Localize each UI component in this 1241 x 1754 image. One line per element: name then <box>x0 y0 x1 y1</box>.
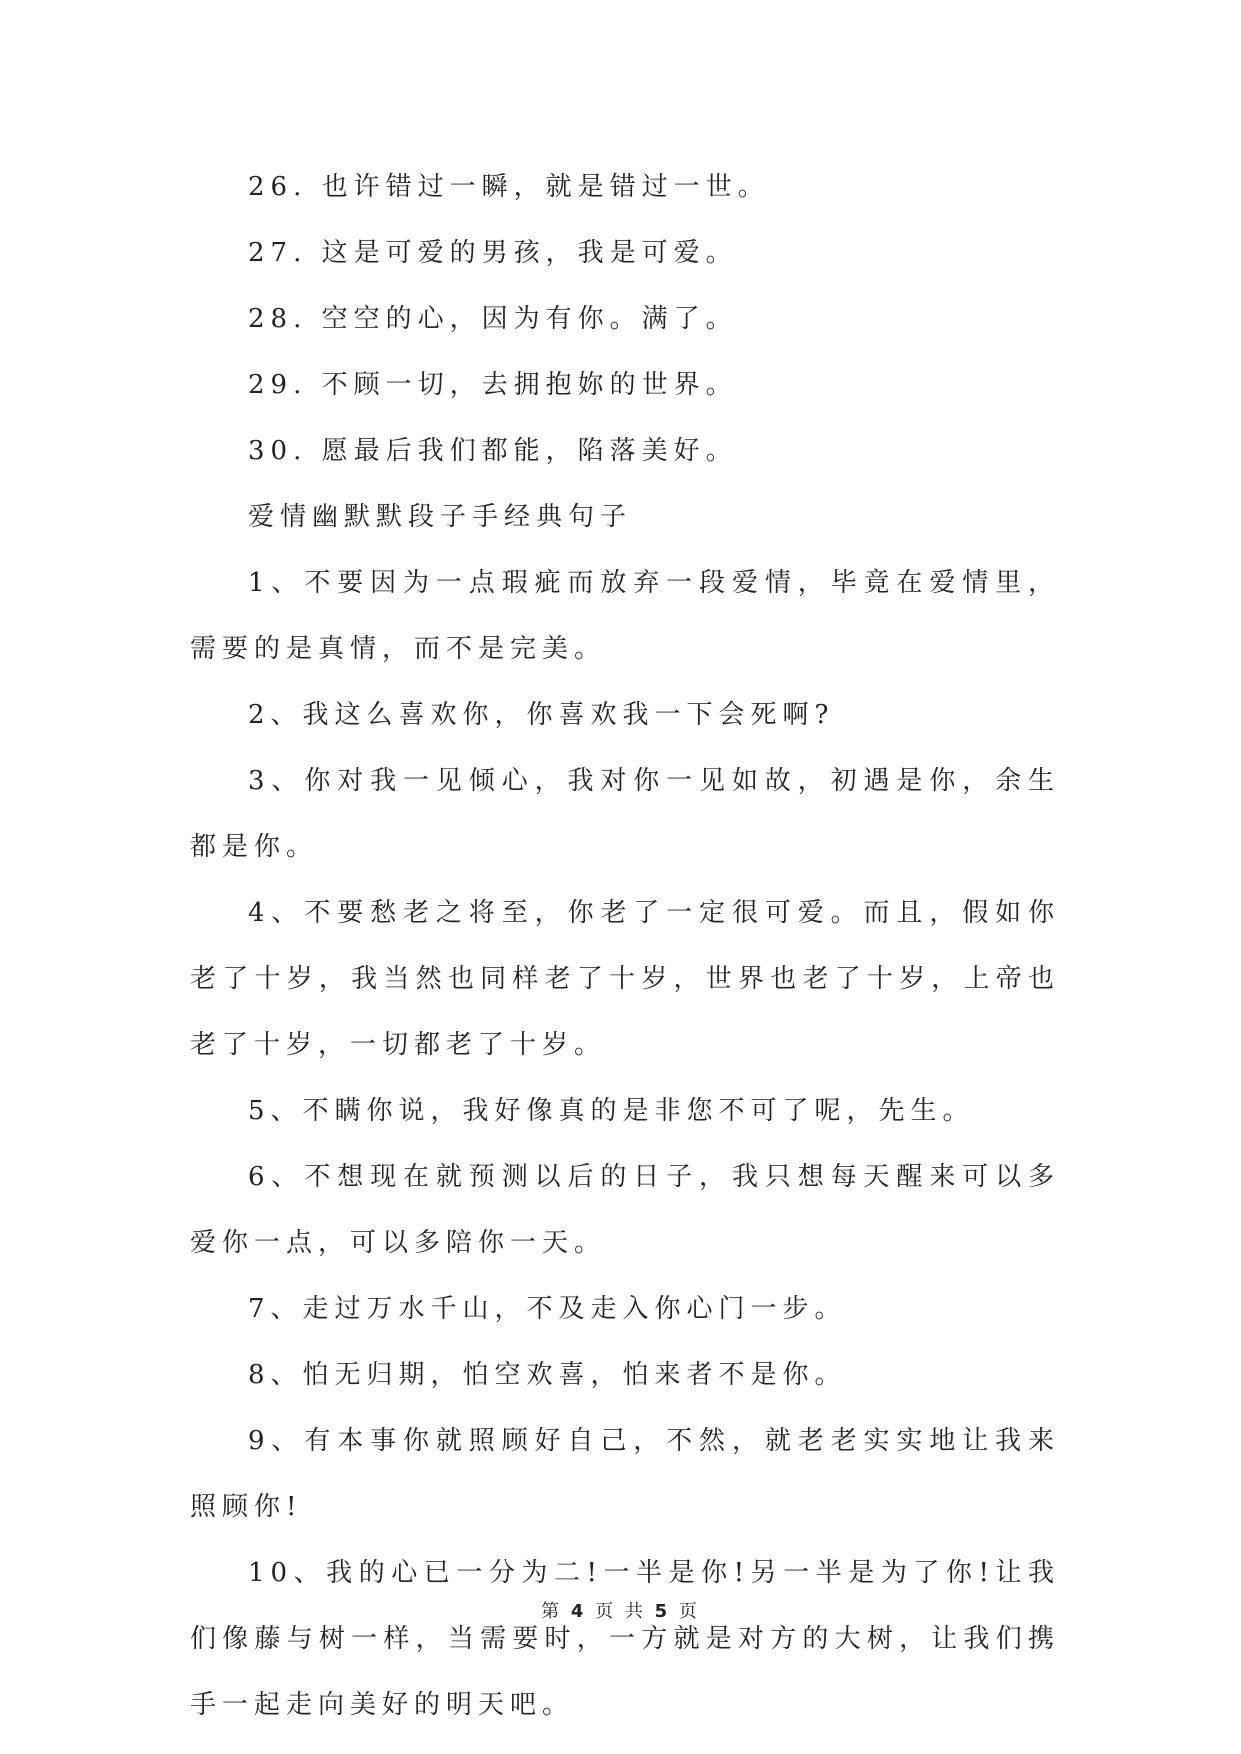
footer-middle: 页 共 <box>595 1601 646 1622</box>
paragraph-4: 4、不要愁老之将至，你老了一定很可爱。而且，假如你老了十岁，我当然也同样老了十岁，世界也老了十岁，上帝也老了十岁，一切都老了十岁。 <box>190 898 1060 1060</box>
document-body <box>190 154 1060 1738</box>
paragraph-10: 10、我的心已一分为二!一半是你!另一半是为了你!让我们像藤与树一样，当需要时，一方就是对方的大树，让我们携手一起走向美好的明天吧。 <box>190 1558 1060 1720</box>
footer-prefix: 第 <box>541 1601 563 1622</box>
paragraph-7: 7、走过万水千山，不及走入你心门一步。 <box>248 1294 847 1324</box>
paragraph-26: 26. 也许错过一瞬，就是错过一世。 <box>248 172 770 202</box>
footer-suffix: 页 <box>678 1601 700 1622</box>
paragraph-2: 2、我这么喜欢你，你喜欢我一下会死啊? <box>248 700 835 730</box>
current-page-number: 4 <box>570 1601 587 1622</box>
paragraph-6: 6、不想现在就预测以后的日子，我只想每天醒来可以多爱你一点，可以多陪你一天。 <box>190 1162 1060 1258</box>
paragraph-5: 5、不瞒你说，我好像真的是非您不可了呢，先生。 <box>248 1096 975 1126</box>
paragraph-3: 3、你对我一见倾心，我对你一见如故，初遇是你，余生都是你。 <box>190 766 1060 862</box>
paragraph-9: 9、有本事你就照顾好自己，不然，就老老实实地让我来照顾你! <box>190 1426 1060 1522</box>
section-heading: 爱情幽默默段子手经典句子 <box>248 502 633 532</box>
page-footer <box>0 1597 1241 1623</box>
paragraph-28: 28. 空空的心，因为有你。满了。 <box>248 304 738 334</box>
paragraph-30: 30. 愿最后我们都能，陷落美好。 <box>248 436 738 466</box>
paragraph-27: 27. 这是可爱的男孩，我是可爱。 <box>248 238 738 268</box>
paragraph-29: 29. 不顾一切，去拥抱妳的世界。 <box>248 370 738 400</box>
total-page-number: 5 <box>654 1601 671 1622</box>
paragraph-8: 8、怕无归期，怕空欢喜，怕来者不是你。 <box>248 1360 847 1390</box>
paragraph-1: 1、不要因为一点瑕疵而放弃一段爱情，毕竟在爱情里，需要的是真情，而不是完美。 <box>190 568 1060 664</box>
